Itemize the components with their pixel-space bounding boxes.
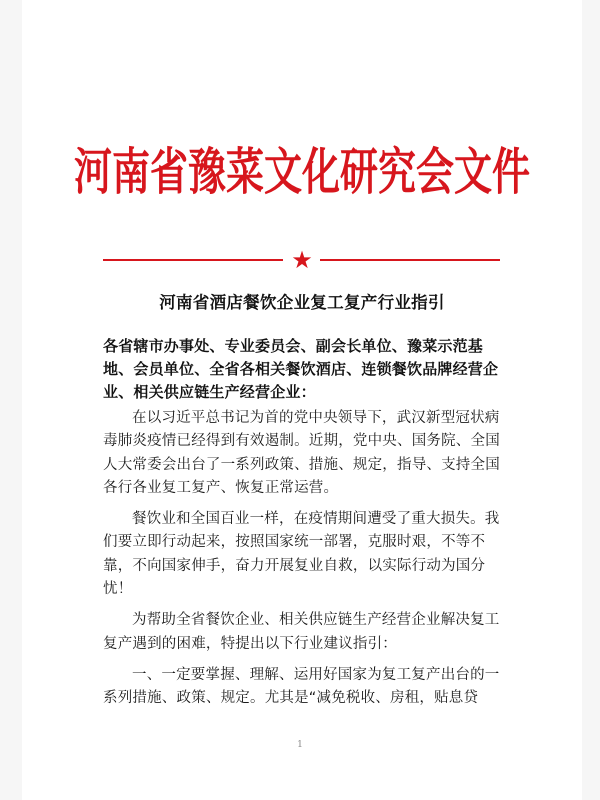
document-title: 河南省酒店餐饮企业复工复产行业指引 <box>159 293 445 312</box>
body-paragraph: 为帮助全省餐饮企业、相关供应链生产经营企业解决复工复产遇到的困难，特提出以下行业建议指引： <box>103 612 500 652</box>
divider-line-right <box>320 259 500 261</box>
red-divider <box>103 246 500 274</box>
body-paragraph: 在以习近平总书记为首的党中央领导下，武汉新型冠状病毒肺炎疫情已经得到有效遏制。近期，党中央、国务院、全国人大常委会出台了一系列政策、措施、规定，指导、支持全国各行各业复工复产、恢复正常运营。 <box>103 410 500 496</box>
red-header-title: 河南省豫菜文化研究会文件 <box>73 141 530 201</box>
divider-line-left <box>103 259 283 261</box>
star-icon: ★ <box>291 246 313 274</box>
document-body <box>103 407 503 719</box>
body-paragraph: 一、一定要掌握、理解、运用好国家为复工复产出台的一系列措施、政策、规定。尤其是“减免税收、房租，贴息贷 <box>103 666 500 707</box>
left-page-margin <box>0 0 22 800</box>
right-page-margin <box>582 0 600 800</box>
page-number: 1 <box>297 740 303 750</box>
body-paragraph: 餐饮业和全国百业一样，在疫情期间遭受了重大损失。我们要立即行动起来，按照国家统一部署，克服时艰，不等不靠，不向国家伸手，奋力开展复业自救，以实际行动为国分忧！ <box>103 511 500 598</box>
salutation: 各省辖市办事处、专业委员会、副会长单位、豫菜示范基地、会员单位、全省各相关餐饮酒店、连锁餐饮品牌经营企业、相关供应链生产经营企业： <box>103 337 499 401</box>
